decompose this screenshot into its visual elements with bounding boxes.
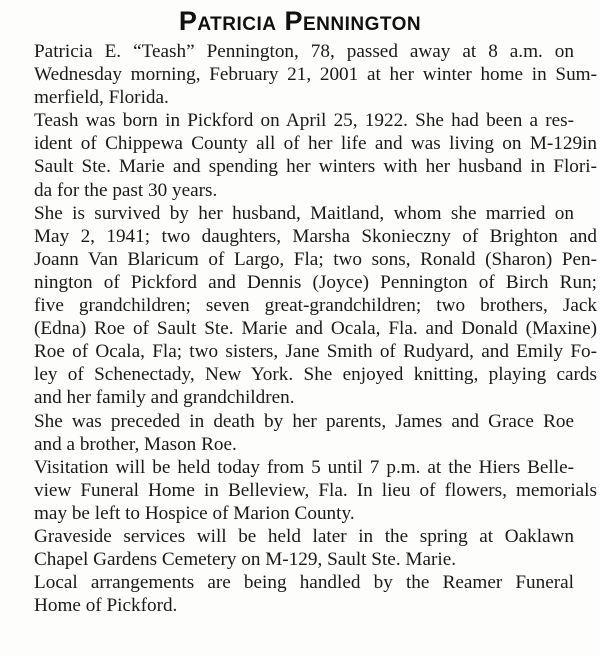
text-line: da for the past 30 years. — [34, 179, 218, 201]
text-line: Visitation will be held today from 5 until 7 p.m. at the Hiers Belle- — [34, 456, 574, 478]
text-line: Local arrangements are being handled by the Reamer Funeral — [34, 572, 574, 594]
obituary-body — [11, 40, 597, 617]
obituary-title: Patricia Pennington — [178, 6, 422, 36]
text-line: May 2, 1941; two daughters, Marsha Skonieczny of Brighton and — [34, 225, 597, 247]
paragraph-death-notice — [11, 40, 597, 109]
text-line: and her family and grandchildren. — [34, 387, 295, 409]
text-line: Patricia E. “Teash” Pennington, 78, passed away at 8 a.m. on — [34, 41, 574, 62]
text-line: Wednesday morning, February 21, 2001 at her winter home in Sum- — [34, 64, 597, 86]
text-line: Chapel Gardens Cemetery on M-129, Sault Ste. Marie. — [34, 549, 457, 571]
text-line: view Funeral Home in Belleview, Fla. In lieu of flowers, memorials — [34, 479, 597, 501]
text-line: may be left to Hospice of Marion County. — [34, 502, 355, 524]
text-line: Graveside services will be held later in the spring at Oaklawn — [34, 525, 574, 547]
text-line: merfield, Florida. — [34, 87, 169, 109]
text-line: She is survived by her husband, Maitland, whom she married on — [34, 202, 574, 224]
text-line: (Edna) Roe of Sault Ste. Marie and Ocala, Fla. and Donald (Maxine) — [34, 318, 597, 340]
paragraph-visitation — [11, 456, 597, 525]
text-line: She was preceded in death by her parents, James and Grace Roe — [34, 410, 574, 432]
text-line: ident of Chippewa County all of her life and was living on M-129in — [34, 133, 597, 155]
paragraph-biography — [11, 109, 597, 201]
text-line: Teash was born in Pickford on April 25, 1922. She had been a res- — [34, 110, 574, 132]
text-line: ley of Schenectady, New York. She enjoyed knitting, playing cards — [34, 364, 597, 386]
text-line: Sault Ste. Marie and spending her winters with her husband in Flori- — [34, 156, 597, 178]
text-line: Joann Van Blaricum of Largo, Fla; two sons, Ronald (Sharon) Pen- — [34, 248, 597, 270]
text-line: nington of Pickford and Dennis (Joyce) Pennington of Birch Run; — [34, 271, 597, 293]
text-line: and a brother, Mason Roe. — [34, 433, 237, 455]
text-line: Home of Pickford. — [34, 595, 178, 617]
text-line: Roe of Ocala, Fla; two sisters, Jane Smith of Rudyard, and Emily Fo- — [34, 341, 597, 363]
paragraph-survivors — [11, 202, 597, 410]
paragraph-arrangements — [11, 571, 597, 617]
text-line: five grandchildren; seven great-grandchildren; two brothers, Jack — [34, 295, 597, 317]
paragraph-preceded — [11, 410, 597, 456]
paragraph-graveside — [11, 525, 597, 571]
